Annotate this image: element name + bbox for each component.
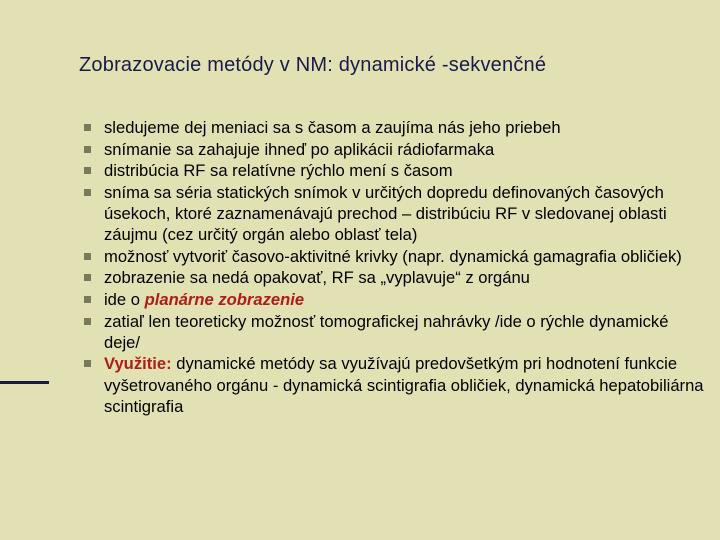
list-item [84,182,704,246]
bullet-prefix: ide o [104,289,145,309]
bullet-icon [84,360,91,367]
list-item [84,246,704,267]
bullet-suffix: dynamické metódy sa využívajú predovšetkým pri hodnotení funkcie vyšetrovaného orgánu - dynamická scintigrafia obličiek, dynamická hepatobiliárna scintigrafia [104,354,704,416]
bullet-text: distribúcia RF sa relatívne rýchlo mení s časom [104,161,453,181]
bullet-text: zobrazenie sa nedá opakovať, RF sa „vyplavuje“ z orgánu [104,268,530,288]
bullet-icon [84,296,91,303]
bullet-icon [84,124,91,131]
list-item [84,117,704,138]
list-item [84,160,704,181]
list-item [84,289,704,310]
bullet-icon [84,167,91,174]
bullet-list [84,117,704,417]
list-item [84,267,704,288]
bullet-icon [84,318,91,325]
bullet-text: možnosť vytvoriť časovo-aktivitné krivky (napr. dynamická gamagrafia obličiek) [104,246,682,266]
bullet-icon [84,253,91,260]
bullet-text: sníma sa séria statických snímok v určitých dopredu definovaných časových úsekoch, ktoré zaznamenávajú prechod – distribúciu RF v sledovanej oblasti záujmu (cez určitý orgán alebo oblasť tela) [104,182,667,245]
bullet-icon [84,274,91,281]
highlight-label: Využitie: [104,354,172,374]
slide-title: Zobrazovacie metódy v NM: dynamické -sekvenčné [79,54,547,76]
bullet-text: snímanie sa zahajuje ihneď po aplikácii rádiofarmaka [104,139,495,159]
highlight-text: planárne zobrazenie [144,289,305,309]
bullet-text: zatiaľ len teoreticky možnosť tomografickej nahrávky /ide o rýchle dynamické deje/ [104,311,669,352]
accent-line [0,381,49,384]
list-item [84,353,704,417]
bullet-text: sledujeme dej meniaci sa s časom a zaujíma nás jeho priebeh [104,118,561,137]
list-item [84,311,704,353]
list-item [84,139,704,160]
bullet-icon [84,146,91,153]
bullet-icon [84,189,91,196]
